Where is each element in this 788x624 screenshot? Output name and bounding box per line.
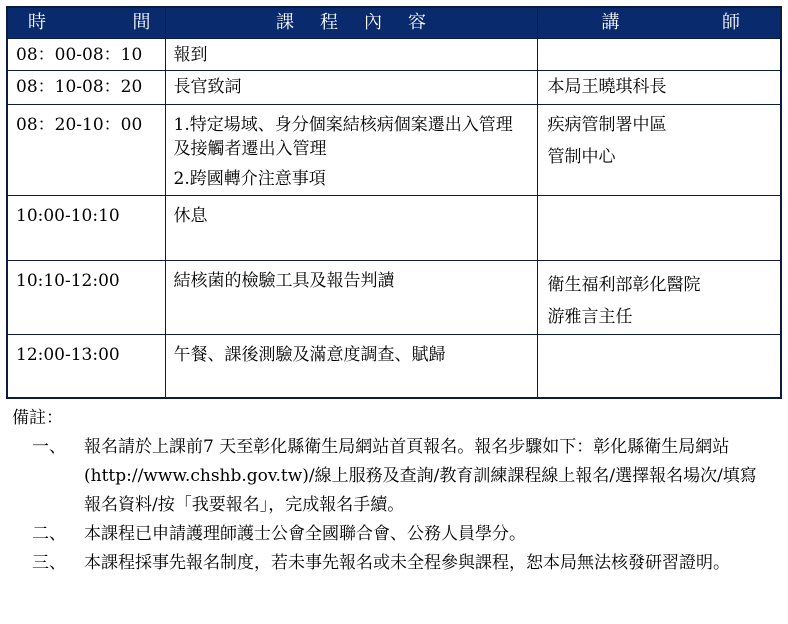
table-header-row (7, 7, 781, 39)
topic-cell: 午餐、課後測驗及滿意度調查、賦歸 (165, 335, 537, 398)
speaker-cell: 衛生福利部彰化醫院 游雅言主任 (537, 261, 781, 335)
table-row (7, 261, 781, 335)
note-item (32, 520, 772, 549)
time-cell: 12:00-13:00 (7, 335, 165, 398)
speaker-cell (537, 39, 781, 71)
speaker-cell (537, 335, 781, 398)
note-number: 一、 (32, 437, 66, 457)
header-speaker: 講 師 (537, 7, 781, 39)
note-text: 本課程已申請護理師護士公會全國聯合會、公務人員學分。 (84, 524, 526, 544)
time-cell: 08：00-08：10 (7, 39, 165, 71)
topic-cell: 結核菌的檢驗工具及報告判讀 (165, 261, 537, 335)
note-number: 三、 (32, 553, 66, 573)
topic-cell: 報到 (165, 39, 537, 71)
topic-cell: 1.特定場域、身分個案結核病個案遷出入管理及接觸者遷出入管理 2.跨國轉介注意事項 (165, 104, 537, 195)
table-row (7, 104, 781, 195)
time-cell: 08：20-10：00 (7, 104, 165, 195)
table-row (7, 39, 781, 71)
note-number: 二、 (32, 524, 66, 544)
topic-cell: 休息 (165, 196, 537, 261)
note-text: 本課程採事先報名制度，若未事先報名或未全程參與課程，恕本局無法核發研習證明。 (84, 553, 730, 573)
header-time: 時 間 (7, 7, 165, 39)
topic-cell: 長官致詞 (165, 71, 537, 105)
note-text: 報名請於上課前7 天至彰化縣衛生局網站首頁報名。報名步驟如下：彰化縣衛生局網站(http://www.chshb.gov.tw)/線上服務及查詢/教育訓練課程線上報名/選擇報名場次/填寫報名資料/按「我要報名」，完成報名手續。 (84, 437, 757, 515)
course-schedule-table (6, 6, 782, 399)
speaker-cell (537, 196, 781, 261)
notes-section (12, 404, 772, 578)
time-cell: 10:00-10:10 (7, 196, 165, 261)
table-row (7, 71, 781, 105)
speaker-cell: 疾病管制署中區 管制中心 (537, 104, 781, 195)
note-item (32, 549, 772, 578)
time-cell: 10:10-12:00 (7, 261, 165, 335)
speaker-cell: 本局王曉琪科長 (537, 71, 781, 105)
notes-title: 備註： (12, 408, 63, 428)
header-content: 課程內容 (165, 7, 537, 39)
table-row (7, 335, 781, 398)
note-item (32, 433, 772, 520)
time-cell: 08：10-08：20 (7, 71, 165, 105)
table-row (7, 196, 781, 261)
